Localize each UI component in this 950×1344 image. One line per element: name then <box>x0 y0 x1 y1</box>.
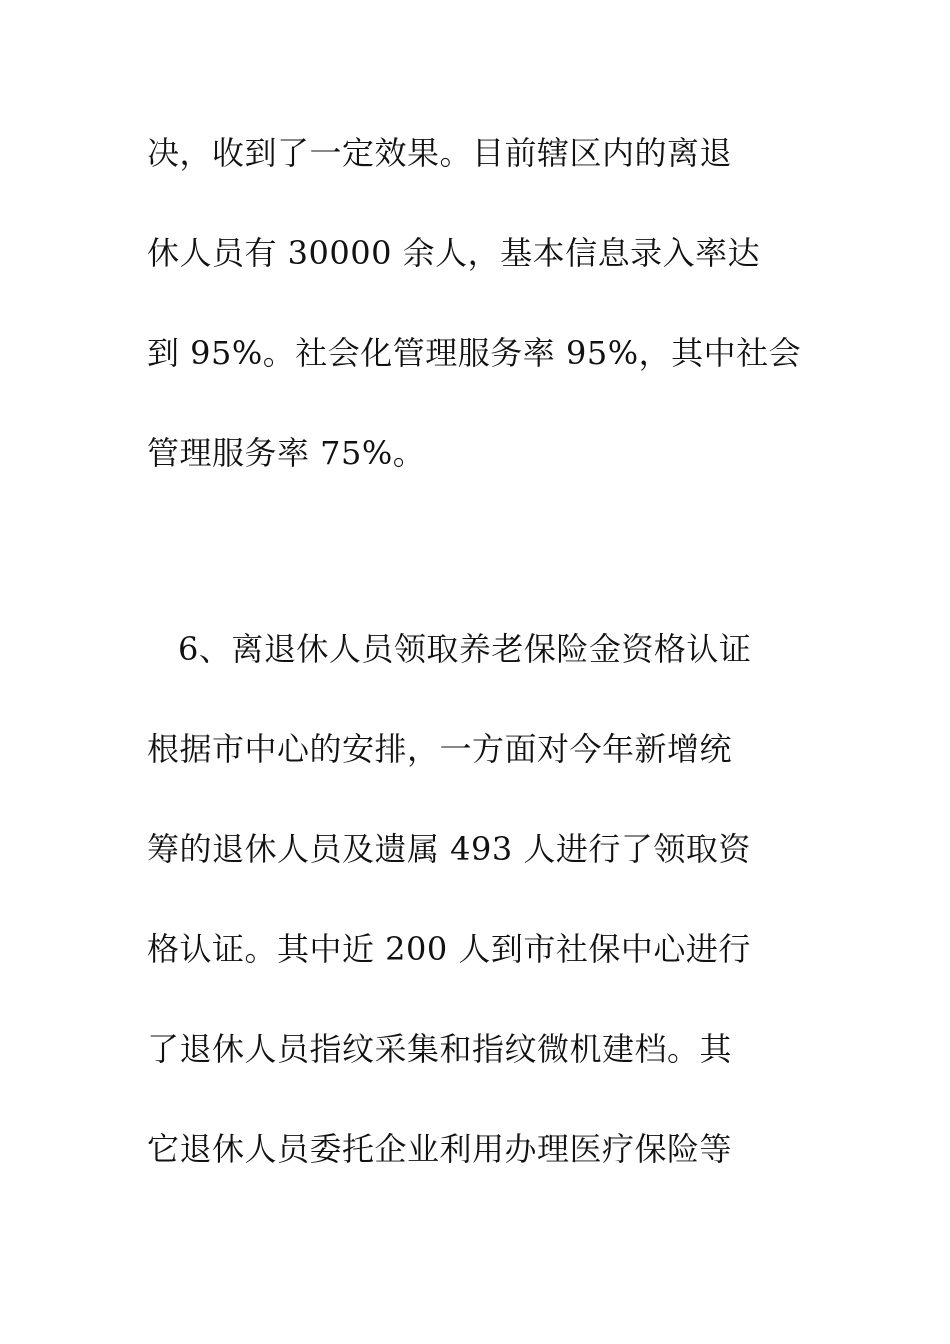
section-heading: 6、离退休人员领取养老保险金资格认证 <box>178 630 752 668</box>
paragraph-line: 筹的退休人员及遗属 493 人进行了领取资 <box>147 830 751 868</box>
paragraph-line: 格认证。其中近 200 人到市社保中心进行 <box>147 930 751 968</box>
paragraph-line: 了退休人员指纹采集和指纹微机建档。其 <box>147 1030 733 1068</box>
paragraph-line: 决，收到了一定效果。目前辖区内的离退 <box>147 134 733 172</box>
paragraph-line: 休人员有 30000 余人，基本信息录入率达 <box>147 234 761 272</box>
paragraph-line: 它退休人员委托企业利用办理医疗保险等 <box>147 1130 733 1168</box>
paragraph-line: 管理服务率 75%。 <box>147 434 426 472</box>
paragraph-line: 根据市中心的安排，一方面对今年新增统 <box>147 730 733 768</box>
paragraph-line: 到 95%。社会化管理服务率 95%，其中社会 <box>147 334 802 372</box>
